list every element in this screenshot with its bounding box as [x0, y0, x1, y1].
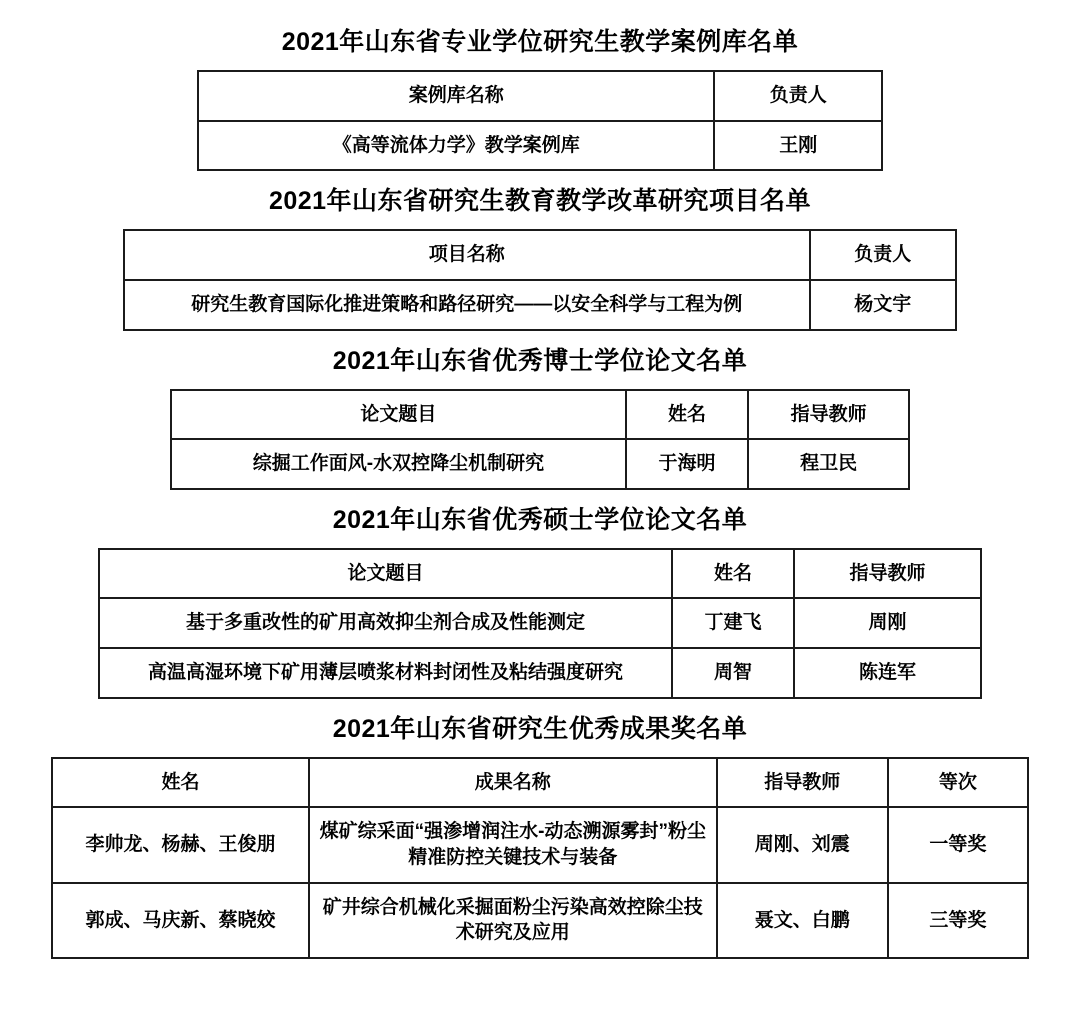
table-header-row: [124, 230, 956, 280]
cell-award-level: 一等奖: [888, 807, 1028, 882]
column-header-advisor: 指导教师: [748, 390, 909, 440]
table-header-row: [99, 549, 981, 599]
table-row: [99, 598, 981, 648]
table-header-row: [198, 71, 882, 121]
table-row: [99, 648, 981, 698]
section-title: 2021年山东省优秀硕士学位论文名单: [332, 505, 748, 534]
table-row: [52, 807, 1028, 882]
cell-name: 周智: [672, 648, 794, 698]
cell-project-name: 研究生教育国际化推进策略和路径研究——以安全科学与工程为例: [124, 280, 810, 330]
column-header-advisor: 指导教师: [794, 549, 981, 599]
cell-achievement-name: 煤矿综采面“强渗增润注水-动态溯源雾封”粉尘精准防控关键技术与装备: [309, 807, 717, 882]
cell-advisor: 陈连军: [794, 648, 981, 698]
section-title: 2021年山东省研究生优秀成果奖名单: [332, 714, 748, 743]
cell-thesis-title: 基于多重改性的矿用高效抑尘剂合成及性能测定: [99, 598, 672, 648]
column-header-project-name: 项目名称: [124, 230, 810, 280]
cell-award-level: 三等奖: [888, 883, 1028, 958]
master-thesis-table: [98, 548, 982, 699]
column-header-advisor: 指导教师: [717, 758, 888, 808]
doctoral-thesis-table: [170, 389, 910, 490]
cell-thesis-title: 高温高湿环境下矿用薄层喷浆材料封闭性及粘结强度研究: [99, 648, 672, 698]
section-title: 2021年山东省专业学位研究生教学案例库名单: [281, 28, 799, 56]
column-header-achievement-name: 成果名称: [309, 758, 717, 808]
cell-advisor: 周刚、刘震: [717, 807, 888, 882]
cell-case-library-name: 《高等流体力学》教学案例库: [198, 121, 714, 171]
cell-advisor: 程卫民: [748, 439, 909, 489]
cell-name: 于海明: [626, 439, 748, 489]
teaching-reform-table: [123, 229, 957, 330]
table-header-row: [171, 390, 909, 440]
cell-advisor: 周刚: [794, 598, 981, 648]
section-case-library: [0, 22, 1080, 171]
case-library-table: [197, 70, 883, 171]
section-title: 2021年山东省研究生教育教学改革研究项目名单: [268, 187, 812, 216]
section-excellent-doctoral-thesis: [0, 341, 1080, 490]
column-header-name: 姓名: [52, 758, 309, 808]
table-row: [171, 439, 909, 489]
column-header-name: 姓名: [626, 390, 748, 440]
table-row: [198, 121, 882, 171]
cell-leader: 王刚: [714, 121, 882, 171]
cell-name: 郭成、马庆新、蔡晓姣: [52, 883, 309, 958]
table-row: [124, 280, 956, 330]
column-header-leader: 负责人: [714, 71, 882, 121]
column-header-thesis-title: 论文题目: [171, 390, 626, 440]
section-title: 2021年山东省优秀博士学位论文名单: [332, 346, 748, 375]
section-excellent-achievement-awards: [0, 709, 1080, 959]
table-header-row: [52, 758, 1028, 808]
cell-name: 李帅龙、杨赫、王俊朋: [52, 807, 309, 882]
cell-advisor: 聂文、白鹏: [717, 883, 888, 958]
cell-name: 丁建飞: [672, 598, 794, 648]
column-header-leader: 负责人: [810, 230, 956, 280]
column-header-case-library-name: 案例库名称: [198, 71, 714, 121]
table-row: [52, 883, 1028, 958]
achievement-award-table: [51, 757, 1029, 959]
column-header-thesis-title: 论文题目: [99, 549, 672, 599]
cell-thesis-title: 综掘工作面风-水双控降尘机制研究: [171, 439, 626, 489]
cell-achievement-name: 矿井综合机械化采掘面粉尘污染高效控除尘技术研究及应用: [309, 883, 717, 958]
section-excellent-master-thesis: [0, 500, 1080, 699]
section-teaching-reform-projects: [0, 181, 1080, 330]
column-header-award-level: 等次: [888, 758, 1028, 808]
cell-leader: 杨文宇: [810, 280, 956, 330]
column-header-name: 姓名: [672, 549, 794, 599]
